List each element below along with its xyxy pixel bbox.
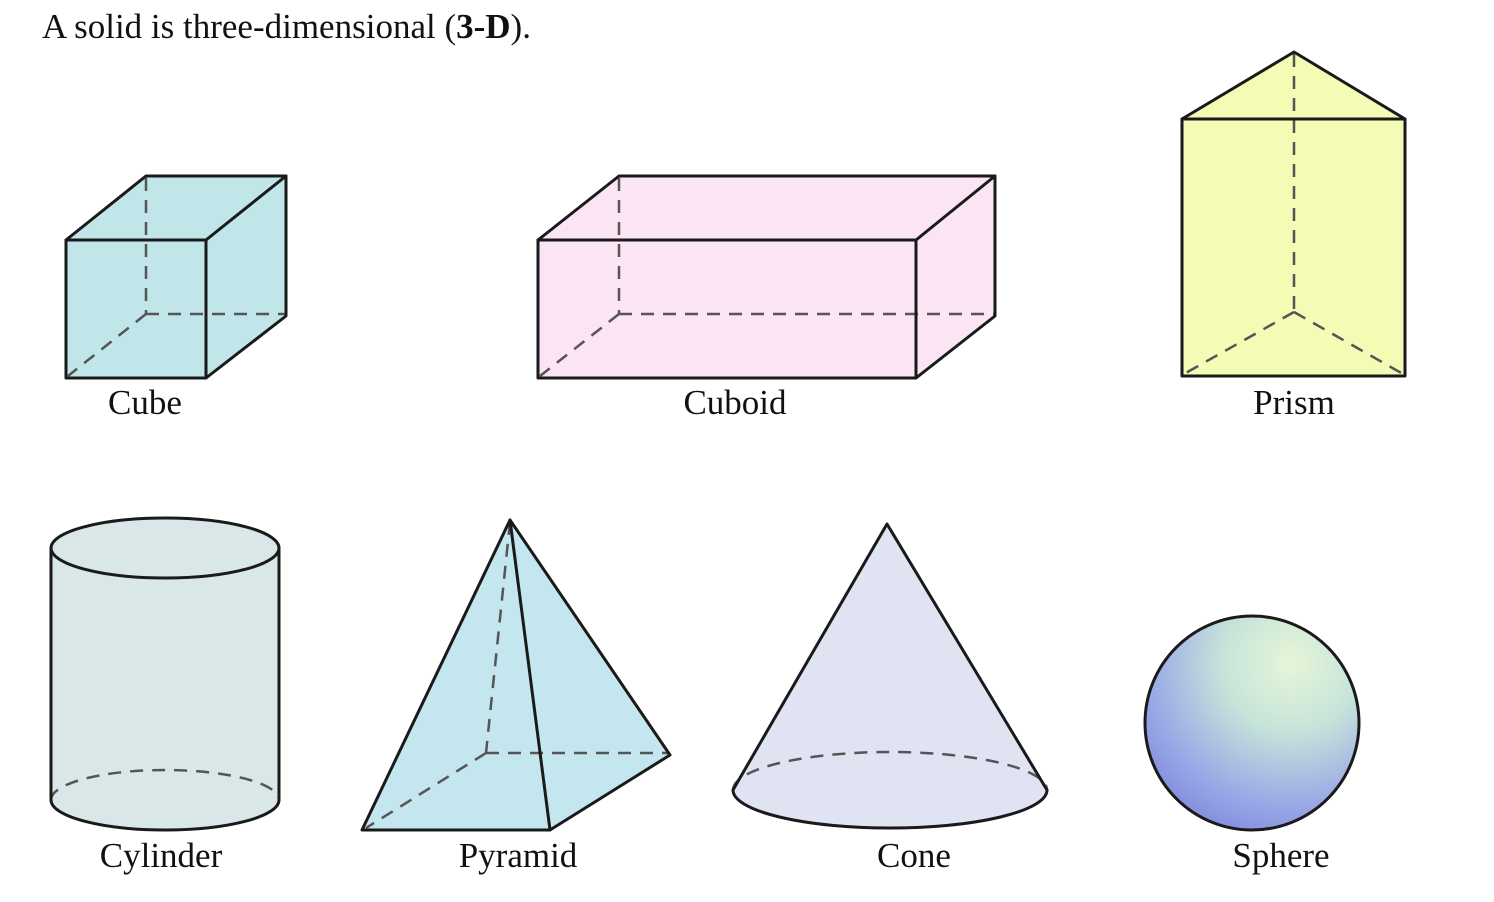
heading-bold-3d: 3-D bbox=[456, 7, 511, 46]
sphere-shape bbox=[1145, 616, 1359, 830]
sphere-fill bbox=[1145, 616, 1359, 830]
cuboid-label: Cuboid bbox=[683, 383, 787, 422]
pyramid-shape bbox=[362, 520, 670, 830]
heading-prefix: A solid is three-dimensional ( bbox=[42, 7, 457, 46]
cube-fill bbox=[66, 176, 286, 378]
cone-shape bbox=[733, 524, 1047, 828]
prism-label: Prism bbox=[1253, 383, 1335, 422]
cone-label: Cone bbox=[877, 836, 951, 875]
pyramid-label: Pyramid bbox=[458, 836, 578, 875]
cuboid-shape bbox=[538, 176, 995, 378]
cylinder-shape bbox=[51, 518, 279, 830]
cylinder-label: Cylinder bbox=[99, 836, 223, 875]
cylinder-fill bbox=[51, 518, 279, 830]
cuboid-fill bbox=[538, 176, 995, 378]
cube-shape bbox=[66, 176, 286, 378]
heading-suffix: ). bbox=[510, 7, 531, 46]
cube-label: Cube bbox=[108, 383, 182, 422]
prism-shape bbox=[1182, 52, 1405, 376]
cone-fill bbox=[733, 524, 1047, 828]
sphere-label: Sphere bbox=[1232, 836, 1330, 875]
